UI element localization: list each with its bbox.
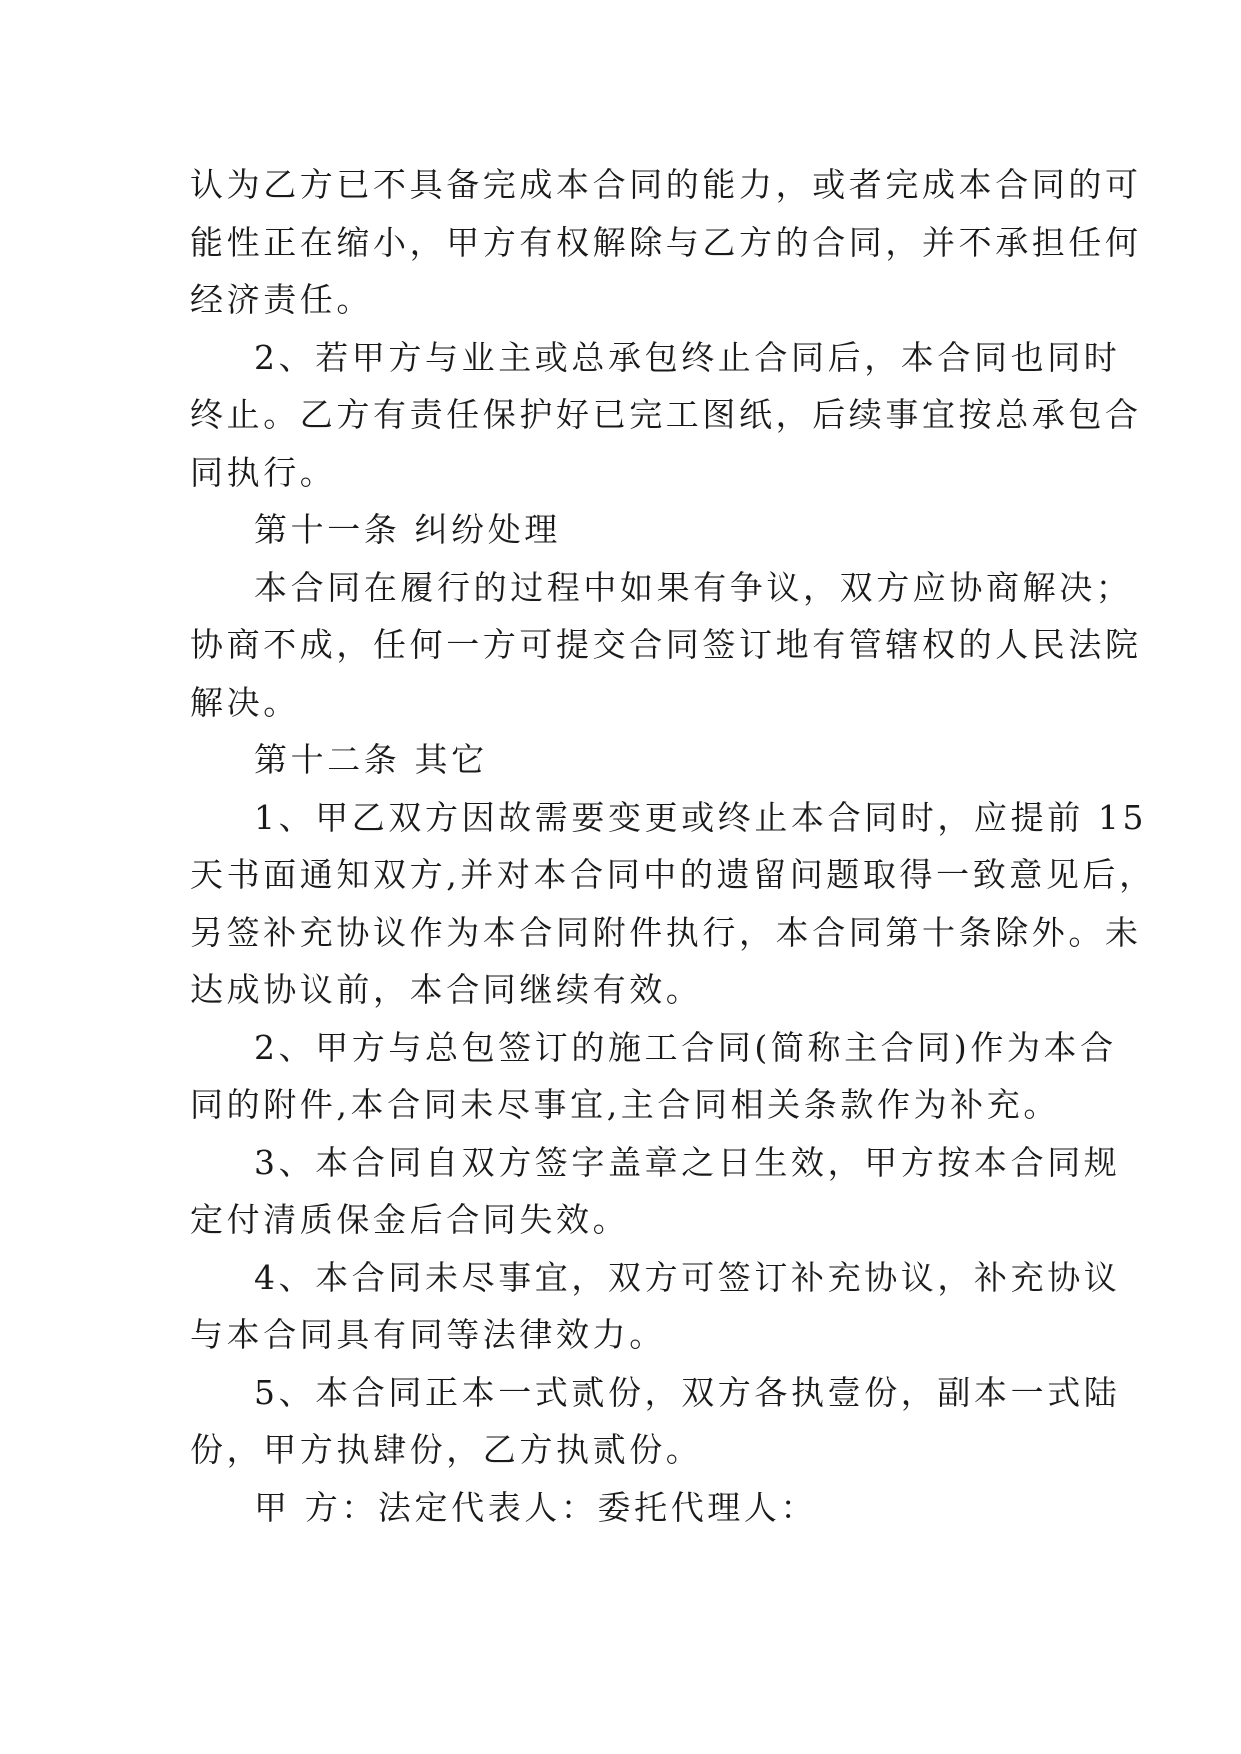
text-line: 与本合同具有同等法律效力。 bbox=[190, 1315, 666, 1354]
text-line: 同的附件,本合同未尽事宜,主合同相关条款作为补充。 bbox=[190, 1085, 1060, 1124]
text-line: 2、若甲方与业主或总承包终止合同后，本合同也同时 bbox=[254, 337, 1121, 377]
text-line: 第十一条 纠纷处理 bbox=[254, 510, 561, 549]
text-line: 甲 方：法定代表人：委托代理人： bbox=[254, 1487, 818, 1527]
text-line: 达成协议前，本合同继续有效。 bbox=[190, 970, 703, 1009]
text-line: 同执行。 bbox=[190, 452, 337, 492]
text-line: 定付清质保金后合同失效。 bbox=[190, 1200, 630, 1239]
text-line: 解决。 bbox=[190, 682, 300, 722]
document-body bbox=[190, 156, 1156, 1536]
text-line: 终止。乙方有责任保护好已完工图纸，后续事宜按总承包合 bbox=[190, 395, 1142, 434]
text-line: 天书面通知双方,并对本合同中的遗留问题取得一致意见后， bbox=[190, 855, 1156, 894]
text-line: 5、本合同正本一式贰份，双方各执壹份，副本一式陆 bbox=[254, 1372, 1121, 1412]
text-line: 1、甲乙双方因故需要变更或终止本合同时，应提前 15 bbox=[254, 797, 1148, 837]
text-line: 认为乙方已不具备完成本合同的能力，或者完成本合同的可 bbox=[190, 165, 1142, 204]
text-line: 2、甲方与总包签订的施工合同(简称主合同)作为本合 bbox=[254, 1027, 1117, 1067]
text-line: 经济责任。 bbox=[190, 280, 373, 319]
text-line: 3、本合同自双方签字盖章之日生效，甲方按本合同规 bbox=[254, 1142, 1121, 1182]
text-line: 份，甲方执肆份，乙方执贰份。 bbox=[190, 1430, 703, 1469]
text-line: 协商不成，任何一方可提交合同签订地有管辖权的人民法院 bbox=[190, 625, 1142, 664]
text-line: 本合同在履行的过程中如果有争议，双方应协商解决； bbox=[254, 567, 1133, 607]
text-line: 另签补充协议作为本合同附件执行，本合同第十条除外。未 bbox=[190, 912, 1142, 952]
text-line: 4、本合同未尽事宜，双方可签订补充协议，补充协议 bbox=[254, 1257, 1121, 1297]
text-line: 能性正在缩小，甲方有权解除与乙方的合同，并不承担任何 bbox=[190, 222, 1142, 262]
text-line: 第十二条 其它 bbox=[254, 740, 488, 779]
